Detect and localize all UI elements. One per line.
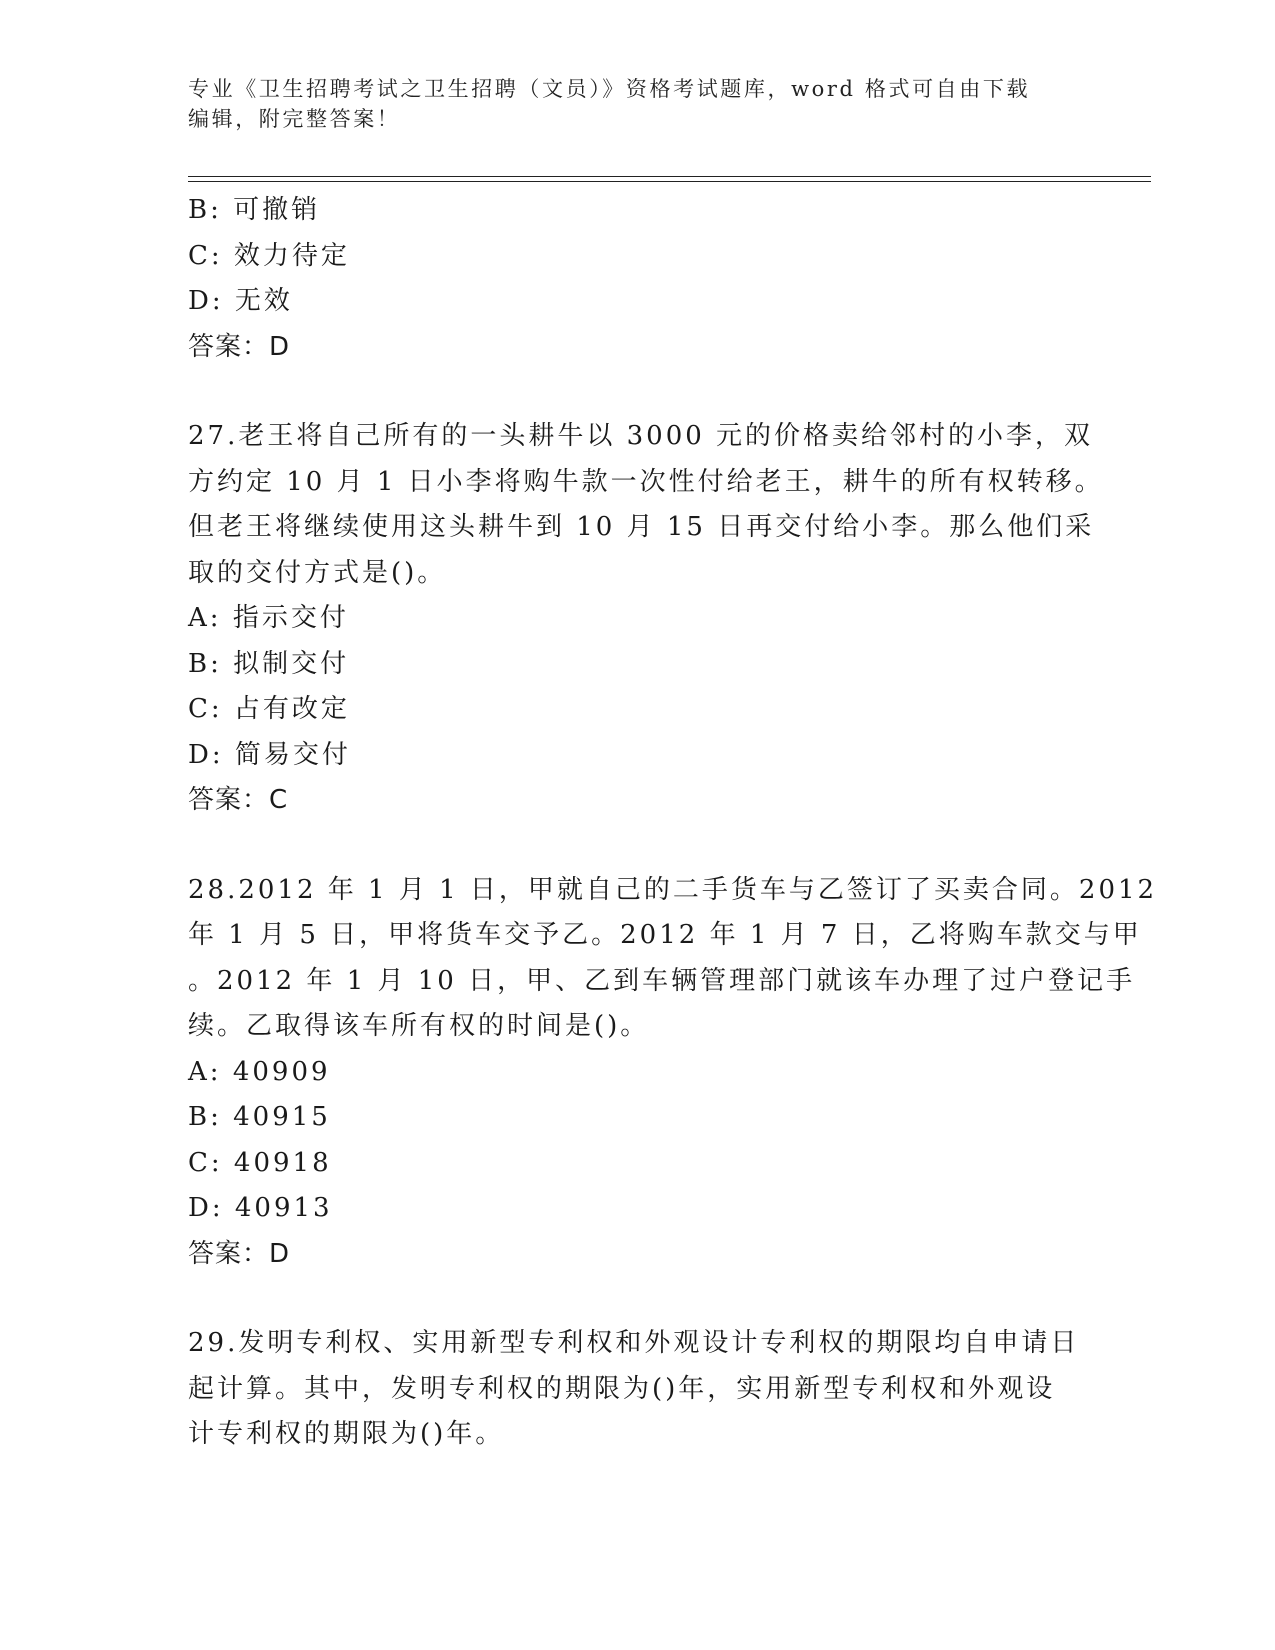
option-text: 40913 bbox=[234, 1193, 333, 1223]
question-text-line: 但老王将继续使用这头耕牛到 10 月 15 日再交付给小李。那么他们采 bbox=[188, 512, 1095, 542]
option-c bbox=[188, 1141, 1088, 1187]
question-text-line: 29.发明专利权、实用新型专利权和外观设计专利权的期限均自申请日 bbox=[188, 1328, 1080, 1358]
question-text-line: 方约定 10 月 1 日小李将购牛款一次性付给老王，耕牛的所有权转移。 bbox=[188, 466, 1104, 497]
option-text: 占有改定 bbox=[233, 694, 350, 724]
option-text: 可撤销 bbox=[233, 195, 321, 225]
option-d bbox=[188, 279, 1088, 325]
option-text: 40918 bbox=[233, 1147, 332, 1178]
option-d bbox=[188, 1186, 1088, 1232]
question-text-line: 。2012 年 1 月 10 日，甲、乙到车辆管理部门就该车办理了过户登记手 bbox=[188, 965, 1136, 996]
option-a bbox=[188, 1050, 1088, 1096]
header-line-2: 编辑，附完整答案！ bbox=[188, 107, 401, 131]
option-a bbox=[188, 596, 1088, 642]
option-label: A: bbox=[188, 1056, 222, 1087]
question-26-tail bbox=[188, 188, 1088, 370]
option-text: 40909 bbox=[232, 1056, 331, 1087]
question-text-line: 年 1 月 5 日，甲将货车交予乙。2012 年 1 月 7 日，乙将购车款交与甲 bbox=[188, 920, 1142, 950]
option-b bbox=[188, 188, 1088, 234]
option-label: D: bbox=[188, 286, 224, 316]
option-text: 无效 bbox=[234, 286, 293, 316]
answer: 答案：C bbox=[188, 785, 289, 815]
option-label: D: bbox=[188, 1193, 224, 1223]
answer: 答案：D bbox=[188, 1238, 291, 1269]
option-text: 简易交付 bbox=[234, 739, 351, 770]
question-29 bbox=[188, 1321, 1088, 1458]
option-label: B: bbox=[188, 648, 222, 679]
question-list bbox=[188, 188, 1158, 1458]
option-text: 指示交付 bbox=[232, 603, 349, 633]
option-b bbox=[188, 1095, 1088, 1141]
option-text: 40915 bbox=[233, 1102, 331, 1132]
option-c bbox=[188, 234, 1088, 280]
option-c bbox=[188, 687, 1088, 733]
option-d bbox=[188, 733, 1088, 779]
option-b bbox=[188, 642, 1088, 688]
option-text: 拟制交付 bbox=[233, 648, 350, 679]
header-line-1: 专业《卫生招聘考试之卫生招聘（文员）》资格考试题库，word 格式可自由下载 bbox=[188, 77, 1031, 101]
option-label: B: bbox=[188, 1102, 222, 1132]
header-divider-top bbox=[188, 176, 1151, 177]
option-label: D: bbox=[188, 739, 224, 770]
option-text: 效力待定 bbox=[233, 240, 350, 271]
spacer bbox=[188, 824, 1088, 868]
spacer bbox=[188, 370, 1088, 414]
question-28 bbox=[188, 868, 1158, 1278]
question-27 bbox=[188, 414, 1104, 824]
option-label: C: bbox=[188, 240, 223, 271]
question-text-line: 取的交付方式是()。 bbox=[188, 557, 447, 588]
question-text-line: 28.2012 年 1 月 1 日，甲就自己的二手货车与乙签订了买卖合同。2012 bbox=[188, 874, 1158, 905]
option-label: C: bbox=[188, 1147, 223, 1178]
answer: 答案：D bbox=[188, 331, 291, 362]
question-text-line: 计专利权的期限为()年。 bbox=[188, 1419, 505, 1449]
header-divider-bottom bbox=[188, 181, 1151, 182]
question-text-line: 27.老王将自己所有的一头耕牛以 3000 元的价格卖给邻村的小李，双 bbox=[188, 421, 1094, 451]
question-text-line: 起计算。其中，发明专利权的期限为()年，实用新型专利权和外观设 bbox=[188, 1373, 1056, 1404]
option-label: C: bbox=[188, 694, 223, 724]
option-label: A: bbox=[188, 603, 222, 633]
option-label: B: bbox=[188, 195, 222, 225]
question-text-line: 续。乙取得该车所有权的时间是()。 bbox=[188, 1011, 650, 1041]
spacer bbox=[188, 1277, 1088, 1321]
document-header bbox=[188, 74, 1088, 134]
